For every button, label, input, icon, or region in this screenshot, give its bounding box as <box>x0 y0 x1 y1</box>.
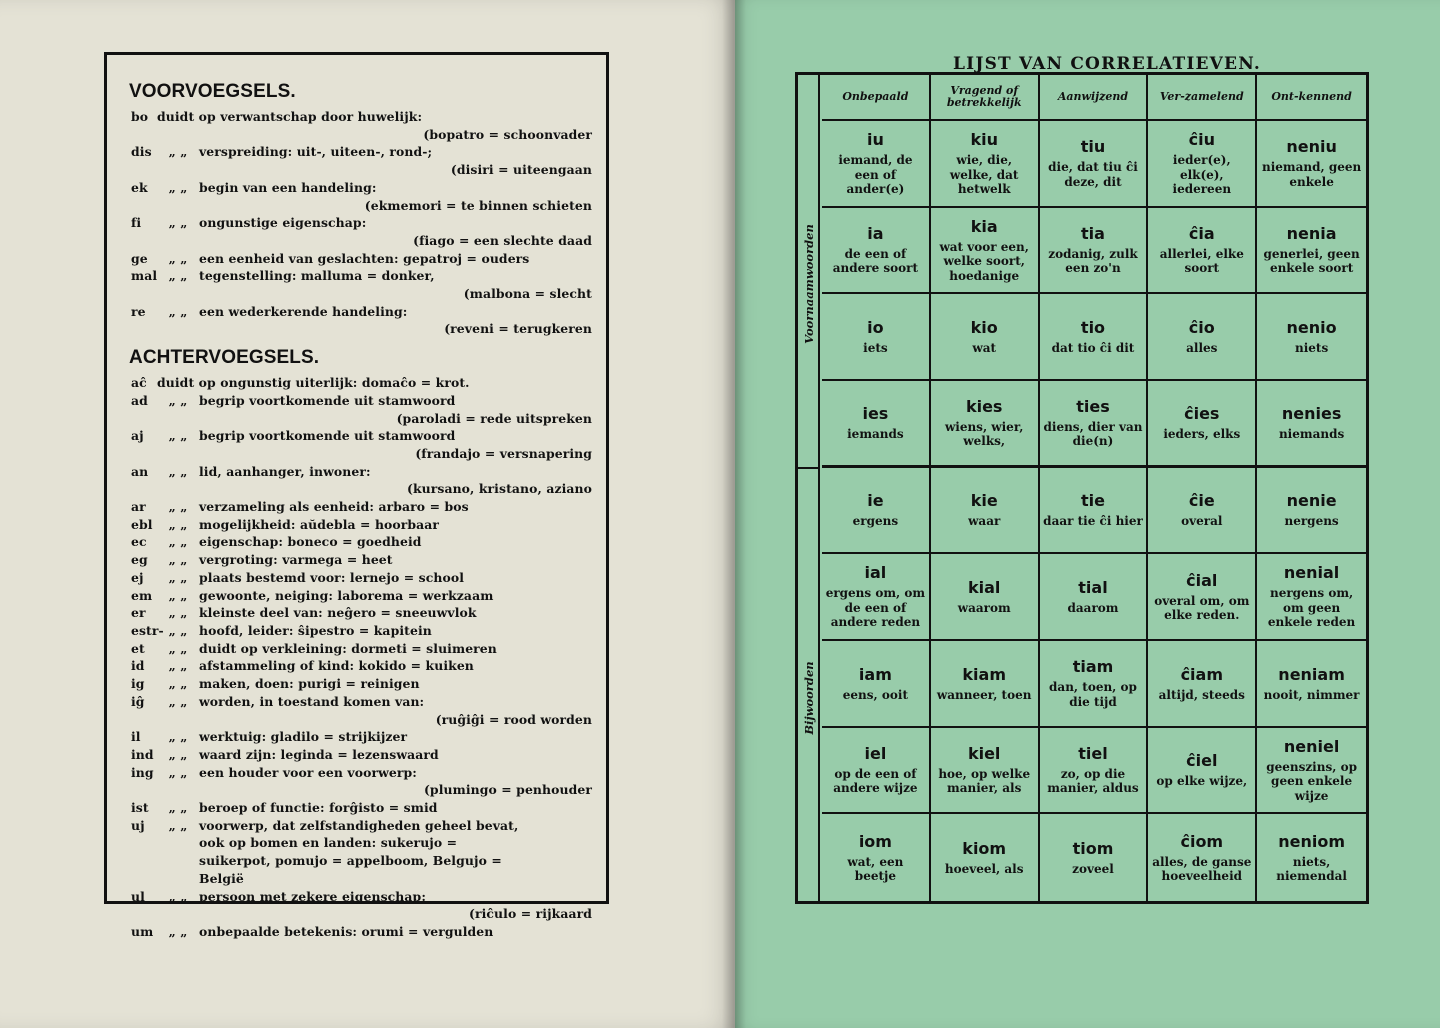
ditto-marks: „ „ <box>168 144 188 160</box>
side-label-column <box>798 75 820 901</box>
suffix-description: verzameling als eenheid: arbaro = bos <box>199 499 469 515</box>
correlative-cell <box>1148 468 1257 555</box>
suffix-description: werktuig: gladilo = strijkijzer <box>199 729 408 745</box>
ditto-marks: „ „ <box>168 764 188 780</box>
correlative-word: ies <box>862 404 889 424</box>
correlative-meaning: niets, niemendal <box>1276 854 1347 884</box>
ditto-marks: „ „ <box>168 428 188 444</box>
correlative-cell <box>822 208 931 295</box>
side-label-pronouns: Voornaamwoorden <box>802 224 816 344</box>
suffix-example: (frandajo = versnapering <box>415 445 592 461</box>
correlative-meaning: alles <box>1186 340 1218 355</box>
correlative-word: tiu <box>1080 137 1106 157</box>
suffix-entry <box>131 746 596 764</box>
correlative-meaning: zoveel <box>1072 861 1114 876</box>
suffix-description: kleinste deel van: neĝero = sneeuwvlok <box>199 605 477 621</box>
correlative-word: kiu <box>970 130 998 150</box>
correlative-word: tial <box>1078 577 1108 597</box>
suffix-key: iĝ <box>131 693 145 709</box>
suffix-description: eigenschap: boneco = goedheid <box>199 534 422 550</box>
correlative-cell <box>822 814 931 901</box>
correlative-meaning: alles, de ganse hoeveelheid <box>1152 854 1252 884</box>
suffix-key: ej <box>131 569 144 585</box>
correlative-cell <box>822 121 931 208</box>
correlative-cell <box>1040 641 1149 728</box>
suffix-description: persoon met zekere eigenschap: <box>199 888 426 904</box>
correlative-word: nenia <box>1286 223 1337 243</box>
correlative-cell <box>1148 814 1257 901</box>
correlative-cell <box>822 381 931 468</box>
correlative-word: tio <box>1080 317 1106 337</box>
ditto-marks: „ „ <box>168 268 188 284</box>
correlative-meaning: wiens, wier, welks, <box>944 419 1024 449</box>
correlative-word: tia <box>1081 223 1105 243</box>
suffix-entry <box>131 587 596 605</box>
suffix-key: um <box>131 923 154 939</box>
ditto-marks: „ „ <box>168 693 188 709</box>
prefix-key: bo <box>131 109 149 124</box>
suffix-key: estr- <box>131 622 164 638</box>
correlative-cell <box>1257 381 1366 468</box>
correlative-word: tiom <box>1072 838 1114 858</box>
prefix-example: (malbona = slecht <box>463 286 592 302</box>
prefix-entry <box>131 303 596 321</box>
suffix-description: vergroting: varmega = heet <box>199 552 393 568</box>
correlative-cell <box>822 554 931 641</box>
correlative-cell <box>1148 121 1257 208</box>
correlative-cell <box>1040 554 1149 641</box>
column-header: Aanwijzend <box>1040 75 1149 121</box>
suffix-entry <box>131 675 596 693</box>
correlative-word: kia <box>970 216 998 236</box>
correlative-meaning: zo, op die manier, aldus <box>1047 766 1139 796</box>
ditto-marks: „ „ <box>168 658 188 674</box>
correlative-meaning: wat, een beetje <box>847 854 904 884</box>
correlative-meaning: op elke wijze, <box>1156 774 1248 789</box>
side-divider <box>798 467 820 469</box>
correlative-cell <box>931 294 1040 381</box>
correlative-meaning: wat <box>972 340 997 355</box>
prefix-description: ongunstige eigenschap: <box>199 215 367 231</box>
correlative-meaning: generlei, geen enkele soort <box>1263 246 1360 276</box>
correlative-cell <box>1040 121 1149 208</box>
ditto-marks: „ „ <box>168 729 188 745</box>
correlative-word: iel <box>864 743 887 763</box>
correlative-word: ia <box>867 223 884 243</box>
ditto-marks: „ „ <box>168 800 188 816</box>
correlative-meaning: overal om, om elke reden. <box>1154 593 1250 623</box>
suffix-key: er <box>131 605 146 621</box>
suffix-entry <box>131 799 596 817</box>
correlatives-table <box>795 72 1369 904</box>
correlative-word: kiam <box>962 664 1006 684</box>
prefix-example: (disiri = uiteengaan <box>450 162 592 178</box>
correlative-meaning: zodanig, zulk een zo'n <box>1048 246 1138 276</box>
correlative-word: iu <box>866 130 884 150</box>
ditto-marks: „ „ <box>168 516 188 532</box>
suffix-key: et <box>131 640 145 656</box>
correlative-word: ĉiam <box>1180 664 1223 684</box>
suffix-key: ebl <box>131 516 153 532</box>
correlative-cell <box>1148 641 1257 728</box>
side-label-adverbs: Bijwoorden <box>802 661 816 735</box>
suffix-description: lid, aanhanger, inwoner: <box>199 463 371 479</box>
correlative-meaning: hoe, op welke manier, als <box>938 766 1031 796</box>
correlative-word: kio <box>970 317 998 337</box>
suffix-description: waard zijn: leginda = lezenswaard <box>199 746 439 762</box>
suffix-entry <box>131 728 596 746</box>
prefix-description: duidt op verwantschap door huwelijk: <box>157 109 423 124</box>
ditto-marks: „ „ <box>168 250 188 266</box>
ditto-marks: „ „ <box>168 303 188 319</box>
suffix-example: (kursano, kristano, aziano <box>406 481 592 497</box>
correlative-word: neniel <box>1283 736 1340 756</box>
prefix-key: re <box>131 303 146 319</box>
correlative-word: ĉio <box>1188 317 1215 337</box>
suffix-entry <box>131 533 596 551</box>
correlative-meaning: eens, ooit <box>842 687 908 702</box>
correlative-meaning: niets <box>1294 340 1329 355</box>
correlative-word: ĉial <box>1186 570 1218 590</box>
suffix-description: begrip voortkomende uit stamwoord <box>199 428 456 444</box>
correlative-cell <box>1040 468 1149 555</box>
suffix-description: duidt op ongunstig uiterlijk: domaĉo = krot. <box>157 375 470 391</box>
correlative-cell <box>931 208 1040 295</box>
correlative-cell <box>822 468 931 555</box>
suffix-entry <box>131 640 596 658</box>
prefix-description: tegenstelling: malluma = donker, <box>199 268 435 284</box>
correlative-word: kiom <box>962 838 1007 858</box>
correlative-cell <box>1148 728 1257 815</box>
correlative-cell <box>822 728 931 815</box>
prefix-entry <box>131 267 596 285</box>
correlative-cell <box>1257 728 1366 815</box>
correlative-meaning: die, dat tiu ĉi deze, dit <box>1048 160 1138 189</box>
ditto-marks: „ „ <box>168 215 188 231</box>
suffix-key: ar <box>131 499 146 515</box>
correlative-meaning: nergens <box>1284 514 1339 529</box>
suffix-entry <box>131 923 596 941</box>
ditto-marks: „ „ <box>168 569 188 585</box>
suffix-entry <box>131 427 596 445</box>
suffix-description: maken, doen: purigi = reinigen <box>199 676 420 692</box>
affix-box <box>104 52 609 939</box>
correlative-word: nenio <box>1286 317 1337 337</box>
correlative-meaning: de een of andere soort <box>832 246 919 276</box>
suffix-key: ad <box>131 392 148 408</box>
suffix-key: uj <box>131 817 145 833</box>
suffix-entry <box>131 622 596 640</box>
ditto-marks: „ „ <box>168 888 188 904</box>
correlative-word: kial <box>967 577 1001 597</box>
correlative-cell <box>1257 814 1366 901</box>
correlative-meaning: op de een of andere wijze <box>833 766 918 796</box>
prefix-entry <box>131 214 596 232</box>
correlative-word: ie <box>867 491 884 511</box>
suffix-entry <box>131 569 596 587</box>
suffix-entry <box>131 693 596 711</box>
suffix-key: eg <box>131 552 148 568</box>
prefix-description: een wederkerende handeling: <box>199 303 408 319</box>
correlative-cell <box>1257 208 1366 295</box>
correlative-meaning: overal <box>1181 514 1223 529</box>
correlative-meaning: diens, dier van die(n) <box>1043 419 1143 449</box>
suffix-description: hoofd, leider: ŝipestro = kapitein <box>199 622 432 638</box>
correlative-word: iom <box>858 831 892 851</box>
prefix-key: fi <box>131 215 142 231</box>
suffix-key: aj <box>131 428 144 444</box>
correlative-meaning: dan, toen, op die tijd <box>1049 680 1137 709</box>
correlative-cell <box>1257 641 1366 728</box>
correlatives-grid <box>822 75 1366 901</box>
ditto-marks: „ „ <box>168 746 188 762</box>
prefix-example: (ekmemori = te binnen schieten <box>364 197 592 213</box>
correlative-cell <box>1040 814 1149 901</box>
correlative-meaning: daar tie ĉi hier <box>1043 514 1143 529</box>
ditto-marks: „ „ <box>168 817 188 833</box>
correlative-cell <box>1257 121 1366 208</box>
correlative-word: ĉia <box>1188 223 1215 243</box>
suffix-entry <box>131 817 596 835</box>
correlative-meaning: wat voor een, welke soort, hoedanige <box>939 239 1029 283</box>
suffix-continuation: ook op bomen en landen: sukerujo = <box>199 835 458 851</box>
correlative-cell <box>1257 468 1366 555</box>
prefix-key: ek <box>131 179 148 195</box>
prefix-entry <box>131 108 596 126</box>
suffix-key: ist <box>131 800 149 816</box>
correlative-meaning: iets <box>863 340 888 355</box>
suffix-description: duidt op verkleining: dormeti = sluimeren <box>199 640 497 656</box>
correlatives-title: LIJST VAN CORRELATIEVEN. <box>953 54 1261 74</box>
correlative-cell <box>931 554 1040 641</box>
suffix-description: onbepaalde betekenis: orumi = vergulden <box>199 923 494 939</box>
correlative-meaning: iemands <box>847 427 904 442</box>
correlative-meaning: nergens om, om geen enkele reden <box>1267 586 1356 630</box>
suffix-description: gewoonte, neiging: laborema = werkzaam <box>199 587 494 603</box>
suffix-key: ig <box>131 676 145 692</box>
correlative-word: kie <box>970 491 998 511</box>
prefix-description: een eenheid van geslachten: gepatroj = ouders <box>199 250 530 266</box>
prefix-description: verspreiding: uit-, uiteen-, rond-; <box>199 144 433 160</box>
correlative-word: ties <box>1076 396 1110 416</box>
prefixes-heading: VOORVOEGSELS. <box>129 81 296 102</box>
prefix-key: dis <box>131 144 152 160</box>
suffix-continuation: suikerpot, pomujo = appelboom, Belgujo = <box>199 853 502 869</box>
suffix-key: id <box>131 658 145 674</box>
correlative-meaning: ergens om, om de een of andere reden <box>825 586 926 630</box>
correlative-word: nenies <box>1281 404 1342 424</box>
correlative-word: neniu <box>1286 137 1337 157</box>
correlative-cell <box>1148 208 1257 295</box>
correlative-word: tiam <box>1072 657 1114 677</box>
correlative-word: ĉiu <box>1188 130 1215 150</box>
correlative-cell <box>1257 554 1366 641</box>
correlative-cell <box>822 294 931 381</box>
correlative-cell <box>1257 294 1366 381</box>
prefix-example: (fiago = een slechte daad <box>413 232 592 248</box>
ditto-marks: „ „ <box>168 676 188 692</box>
column-header: Ont-kennend <box>1257 75 1366 121</box>
suffix-example: (ruĝiĝi = rood worden <box>435 711 592 727</box>
correlative-meaning: waar <box>968 514 1001 529</box>
correlative-cell <box>1040 728 1149 815</box>
suffix-description: worden, in toestand komen van: <box>199 693 425 709</box>
correlative-cell <box>1148 294 1257 381</box>
correlative-meaning: daarom <box>1067 600 1119 615</box>
suffix-key: aĉ <box>131 375 147 391</box>
suffix-key: il <box>131 729 141 745</box>
ditto-marks: „ „ <box>168 605 188 621</box>
suffix-entry <box>131 657 596 675</box>
correlative-cell <box>931 468 1040 555</box>
correlative-meaning: wanneer, toen <box>936 687 1032 702</box>
correlative-cell <box>822 641 931 728</box>
correlative-meaning: waarom <box>957 600 1011 615</box>
suffix-example: (plumingo = penhouder <box>423 782 592 798</box>
suffix-description: plaats bestemd voor: lernejo = school <box>199 569 465 585</box>
correlative-word: ĉies <box>1184 404 1220 424</box>
prefix-entry <box>131 143 596 161</box>
correlative-cell <box>1040 294 1149 381</box>
suffix-example: (riĉulo = rijkaard <box>469 906 592 922</box>
correlative-meaning: ieders, elks <box>1163 427 1241 442</box>
suffix-description: mogelijkheid: aŭdebla = hoorbaar <box>199 516 440 532</box>
correlative-meaning: allerlei, elke soort <box>1159 246 1244 276</box>
suffix-key: an <box>131 463 149 479</box>
correlative-word: tiel <box>1078 743 1108 763</box>
correlative-word: nenial <box>1283 563 1340 583</box>
suffix-example: (paroladi = rede uitspreken <box>396 410 592 426</box>
suffix-description: afstammeling of kind: kokido = kuiken <box>199 658 474 674</box>
correlative-meaning: geenszins, op geen enkele wijze <box>1266 759 1357 803</box>
correlative-word: nenie <box>1286 491 1337 511</box>
prefix-list <box>131 108 596 338</box>
ditto-marks: „ „ <box>168 179 188 195</box>
correlative-meaning: wie, die, welke, dat hetwelk <box>949 153 1019 197</box>
suffix-list <box>131 374 596 941</box>
correlative-cell <box>931 728 1040 815</box>
ditto-marks: „ „ <box>168 552 188 568</box>
suffix-description: beroep of functie: forĝisto = smid <box>199 800 438 816</box>
prefix-example: (reveni = terugkeren <box>444 321 592 337</box>
suffix-description: een houder voor een voorwerp: <box>199 764 417 780</box>
correlative-cell <box>931 381 1040 468</box>
correlative-word: neniom <box>1278 831 1345 851</box>
correlative-meaning: ieder(e), elk(e), iedereen <box>1172 153 1232 197</box>
column-header: Vragend of betrekkelijk <box>931 75 1040 121</box>
correlative-cell <box>1040 208 1149 295</box>
prefix-example: (bopatro = schoonvader <box>423 126 592 142</box>
suffixes-heading: ACHTERVOEGSELS. <box>129 347 320 369</box>
prefix-description: begin van een handeling: <box>199 179 377 195</box>
prefix-key: mal <box>131 268 158 284</box>
correlative-word: tie <box>1081 491 1105 511</box>
ditto-marks: „ „ <box>168 587 188 603</box>
correlative-meaning: ergens <box>852 514 899 529</box>
correlative-word: kiel <box>967 743 1001 763</box>
correlative-cell <box>1040 381 1149 468</box>
suffix-key: ul <box>131 888 145 904</box>
column-header: Ver-zamelend <box>1148 75 1257 121</box>
suffix-key: ind <box>131 746 154 762</box>
suffix-entry <box>131 516 596 534</box>
suffix-key: em <box>131 587 153 603</box>
correlative-word: ĉie <box>1188 491 1215 511</box>
ditto-marks: „ „ <box>168 499 188 515</box>
suffix-entry <box>131 374 596 392</box>
correlative-word: ĉiom <box>1180 831 1224 851</box>
correlative-cell <box>931 121 1040 208</box>
ditto-marks: „ „ <box>168 622 188 638</box>
ditto-marks: „ „ <box>168 463 188 479</box>
correlative-word: ĉiel <box>1186 751 1218 771</box>
prefix-key: ge <box>131 250 148 266</box>
suffix-key: ing <box>131 764 154 780</box>
suffix-entry <box>131 764 596 782</box>
ditto-marks: „ „ <box>168 923 188 939</box>
suffix-entry <box>131 551 596 569</box>
suffix-continuation: België <box>199 870 244 886</box>
suffix-entry <box>131 392 596 410</box>
correlative-meaning: altijd, steeds <box>1158 687 1245 702</box>
suffix-description: begrip voortkomende uit stamwoord <box>199 392 456 408</box>
correlative-meaning: dat tio ĉi dit <box>1051 340 1135 355</box>
ditto-marks: „ „ <box>168 534 188 550</box>
correlative-meaning: nooit, nimmer <box>1263 687 1360 702</box>
correlative-word: kies <box>965 396 1003 416</box>
correlative-meaning: iemand, de een of ander(e) <box>838 153 913 197</box>
ditto-marks: „ „ <box>168 392 188 408</box>
correlative-cell <box>931 814 1040 901</box>
correlative-word: io <box>867 317 884 337</box>
correlative-meaning: hoeveel, als <box>944 861 1024 876</box>
correlative-cell <box>1148 554 1257 641</box>
right-page <box>735 0 1440 1028</box>
correlative-cell <box>931 641 1040 728</box>
prefix-entry <box>131 179 596 197</box>
suffix-entry <box>131 498 596 516</box>
ditto-marks: „ „ <box>168 640 188 656</box>
suffix-description: voorwerp, dat zelfstandigheden geheel bevat, <box>199 817 519 833</box>
correlative-word: iam <box>858 664 892 684</box>
suffix-entry <box>131 604 596 622</box>
suffix-key: ec <box>131 534 147 550</box>
correlative-word: ial <box>864 563 887 583</box>
correlative-word: neniam <box>1278 664 1345 684</box>
column-header: Onbepaald <box>822 75 931 121</box>
correlative-meaning: niemand, geen enkele <box>1261 160 1362 189</box>
correlative-cell <box>1148 381 1257 468</box>
suffix-entry <box>131 888 596 906</box>
prefix-entry <box>131 250 596 268</box>
suffix-entry <box>131 463 596 481</box>
correlative-meaning: niemands <box>1278 427 1345 442</box>
